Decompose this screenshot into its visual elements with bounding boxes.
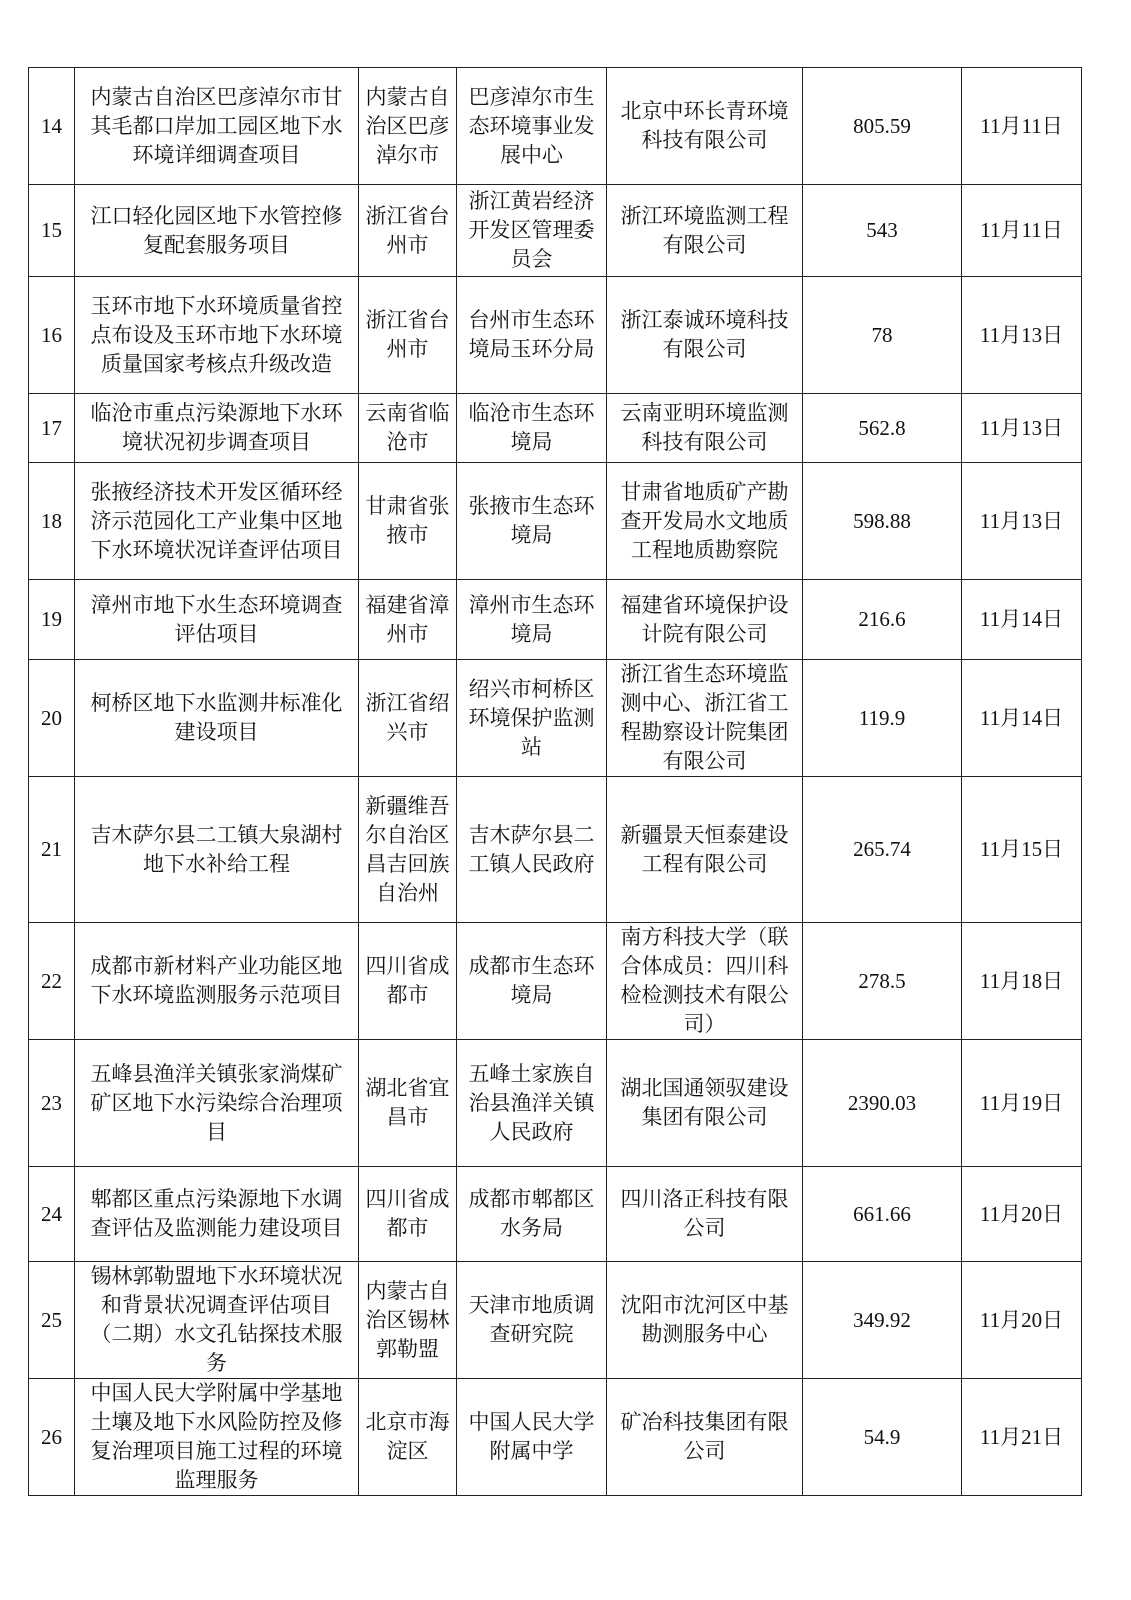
amount: 562.8 [803,394,962,463]
table-row [29,777,1082,923]
location: 内蒙古自治区锡林郭勒盟 [359,1262,457,1379]
table-row [29,68,1082,185]
location: 四川省成都市 [359,1167,457,1262]
winning-company: 矿冶科技集团有限公司 [607,1379,803,1496]
location: 湖北省宜昌市 [359,1040,457,1167]
amount: 78 [803,277,962,394]
row-number: 25 [29,1262,75,1379]
amount: 598.88 [803,463,962,580]
owner-unit: 成都市郫都区水务局 [457,1167,607,1262]
owner-unit: 吉木萨尔县二工镇人民政府 [457,777,607,923]
winning-company: 云南亚明环境监测科技有限公司 [607,394,803,463]
date: 11月15日 [962,777,1082,923]
row-number: 21 [29,777,75,923]
location: 云南省临沧市 [359,394,457,463]
location: 北京市海淀区 [359,1379,457,1496]
project-table [28,67,1082,1496]
date: 11月11日 [962,68,1082,185]
project-name: 漳州市地下水生态环境调查评估项目 [75,580,359,660]
table-row [29,277,1082,394]
project-name: 内蒙古自治区巴彦淖尔市甘其毛都口岸加工园区地下水环境详细调查项目 [75,68,359,185]
project-name: 临沧市重点污染源地下水环境状况初步调查项目 [75,394,359,463]
table-row [29,580,1082,660]
table-row [29,1379,1082,1496]
owner-unit: 巴彦淖尔市生态环境事业发展中心 [457,68,607,185]
table-row [29,923,1082,1040]
table-body [29,68,1082,1496]
table-row [29,1262,1082,1379]
date: 11月20日 [962,1167,1082,1262]
date: 11月20日 [962,1262,1082,1379]
row-number: 17 [29,394,75,463]
owner-unit: 成都市生态环境局 [457,923,607,1040]
location: 内蒙古自治区巴彦淖尔市 [359,68,457,185]
table-row [29,394,1082,463]
table-row [29,185,1082,277]
project-name: 张掖经济技术开发区循环经济示范园化工产业集中区地下水环境状况详查评估项目 [75,463,359,580]
location: 新疆维吾尔自治区昌吉回族自治州 [359,777,457,923]
winning-company: 新疆景天恒泰建设工程有限公司 [607,777,803,923]
amount: 661.66 [803,1167,962,1262]
row-number: 26 [29,1379,75,1496]
row-number: 14 [29,68,75,185]
winning-company: 浙江省生态环境监测中心、浙江省工程勘察设计院集团有限公司 [607,660,803,777]
owner-unit: 浙江黄岩经济开发区管理委员会 [457,185,607,277]
amount: 349.92 [803,1262,962,1379]
project-name: 吉木萨尔县二工镇大泉湖村地下水补给工程 [75,777,359,923]
date: 11月11日 [962,185,1082,277]
winning-company: 北京中环长青环境科技有限公司 [607,68,803,185]
winning-company: 浙江环境监测工程有限公司 [607,185,803,277]
date: 11月13日 [962,463,1082,580]
table-row [29,1040,1082,1167]
row-number: 18 [29,463,75,580]
location: 福建省漳州市 [359,580,457,660]
winning-company: 南方科技大学（联合体成员：四川科检检测技术有限公司） [607,923,803,1040]
date: 11月13日 [962,277,1082,394]
project-name: 郫都区重点污染源地下水调查评估及监测能力建设项目 [75,1167,359,1262]
location: 四川省成都市 [359,923,457,1040]
winning-company: 沈阳市沈河区中基勘测服务中心 [607,1262,803,1379]
row-number: 20 [29,660,75,777]
table-row [29,463,1082,580]
location: 浙江省台州市 [359,277,457,394]
date: 11月13日 [962,394,1082,463]
project-name: 成都市新材料产业功能区地下水环境监测服务示范项目 [75,923,359,1040]
owner-unit: 临沧市生态环境局 [457,394,607,463]
owner-unit: 漳州市生态环境局 [457,580,607,660]
project-name: 柯桥区地下水监测井标准化建设项目 [75,660,359,777]
amount: 216.6 [803,580,962,660]
owner-unit: 五峰土家族自治县渔洋关镇人民政府 [457,1040,607,1167]
owner-unit: 张掖市生态环境局 [457,463,607,580]
winning-company: 福建省环境保护设计院有限公司 [607,580,803,660]
owner-unit: 绍兴市柯桥区环境保护监测站 [457,660,607,777]
owner-unit: 台州市生态环境局玉环分局 [457,277,607,394]
project-name: 中国人民大学附属中学基地土壤及地下水风险防控及修复治理项目施工过程的环境监理服务 [75,1379,359,1496]
amount: 54.9 [803,1379,962,1496]
amount: 265.74 [803,777,962,923]
row-number: 22 [29,923,75,1040]
row-number: 16 [29,277,75,394]
location: 甘肃省张掖市 [359,463,457,580]
amount: 2390.03 [803,1040,962,1167]
row-number: 19 [29,580,75,660]
amount: 543 [803,185,962,277]
project-name: 五峰县渔洋关镇张家淌煤矿矿区地下水污染综合治理项目 [75,1040,359,1167]
table-row [29,1167,1082,1262]
date: 11月14日 [962,660,1082,777]
winning-company: 湖北国通领驭建设集团有限公司 [607,1040,803,1167]
project-name: 玉环市地下水环境质量省控点布设及玉环市地下水环境质量国家考核点升级改造 [75,277,359,394]
owner-unit: 中国人民大学附属中学 [457,1379,607,1496]
winning-company: 甘肃省地质矿产勘查开发局水文地质工程地质勘察院 [607,463,803,580]
project-name: 锡林郭勒盟地下水环境状况和背景状况调查评估项目（二期）水文孔钻探技术服务 [75,1262,359,1379]
location: 浙江省台州市 [359,185,457,277]
date: 11月14日 [962,580,1082,660]
winning-company: 浙江泰诚环境科技有限公司 [607,277,803,394]
date: 11月21日 [962,1379,1082,1496]
row-number: 15 [29,185,75,277]
owner-unit: 天津市地质调查研究院 [457,1262,607,1379]
winning-company: 四川洛正科技有限公司 [607,1167,803,1262]
project-name: 江口轻化园区地下水管控修复配套服务项目 [75,185,359,277]
amount: 119.9 [803,660,962,777]
table-row [29,660,1082,777]
row-number: 23 [29,1040,75,1167]
amount: 278.5 [803,923,962,1040]
date: 11月18日 [962,923,1082,1040]
amount: 805.59 [803,68,962,185]
row-number: 24 [29,1167,75,1262]
date: 11月19日 [962,1040,1082,1167]
location: 浙江省绍兴市 [359,660,457,777]
